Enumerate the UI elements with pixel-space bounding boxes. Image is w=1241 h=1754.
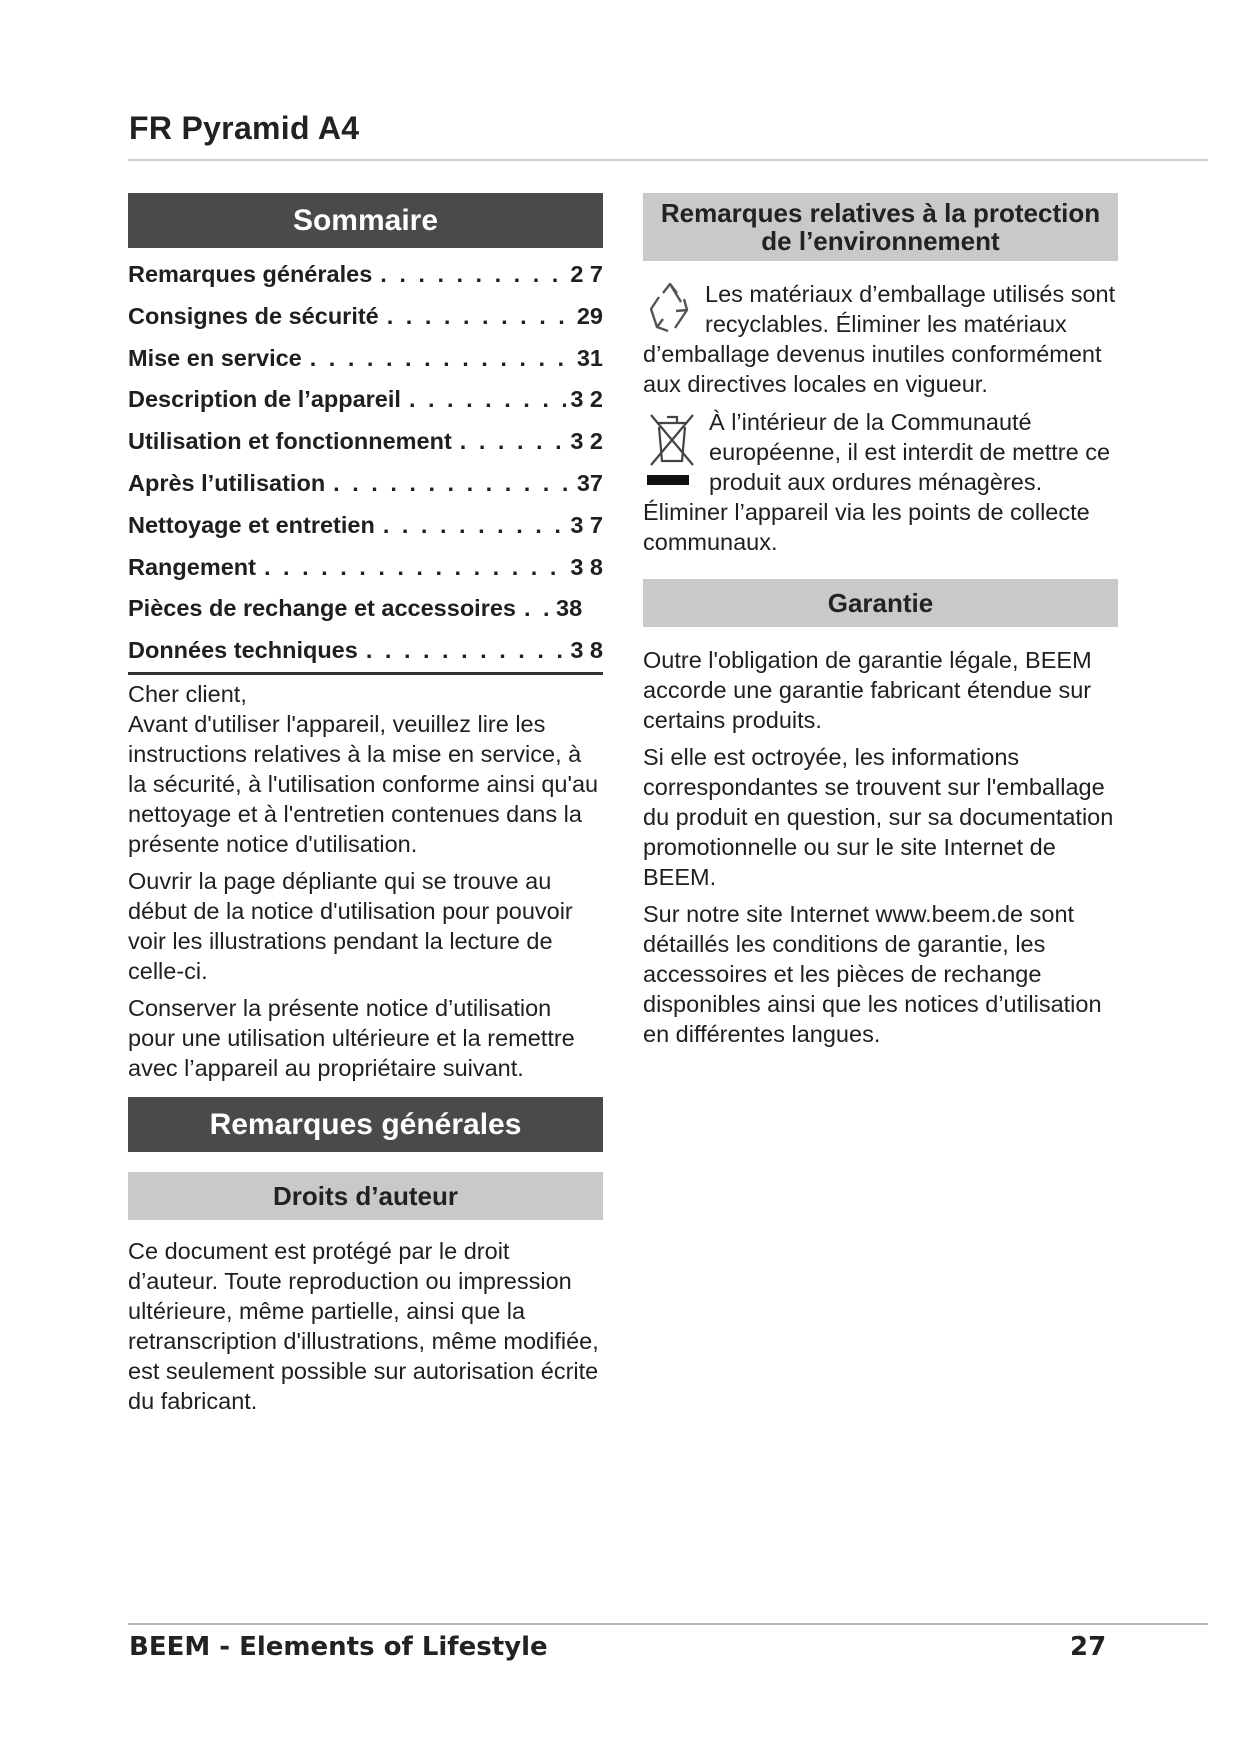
- crossed-bin-icon: [643, 407, 701, 495]
- toc-leader: [366, 630, 567, 672]
- toc-entry-title: Utilisation et fonctionnement: [128, 428, 452, 455]
- section-heading-warranty: Garantie: [643, 579, 1118, 627]
- toc-entry-title: Nettoyage et entretien: [128, 511, 375, 538]
- copyright-paragraph: Ce document est protégé par le droit d’auteur. Toute reproduction ou impression ultérieure, même partielle, ainsi que la retranscription d'illustrations, même modifiée, est seulement possible sur autorisation écrite du fabricant.: [128, 1237, 599, 1414]
- warranty-paragraph: Outre l'obligation de garantie légale, BEEM accorde une garantie fabricant étendue sur certains produits.: [643, 647, 1092, 733]
- weee-note: [643, 407, 1118, 557]
- toc-entry[interactable]: [128, 296, 603, 338]
- toc-leader: [310, 338, 573, 380]
- recycle-icon: [643, 279, 697, 339]
- toc-entry-page: 3 8: [570, 637, 603, 664]
- toc-entry-title: Mise en service: [128, 344, 302, 371]
- section-heading-general: Remarques générales: [128, 1097, 603, 1152]
- page-title: FR Pyramid A4: [129, 110, 360, 146]
- toc-entry-page: 31: [576, 344, 603, 371]
- warranty-paragraph: Sur notre site Internet www.beem.de sont détaillés les conditions de garantie, les accessoires et les pièces de rechange disponibles ainsi que les notices d’utilisation en différentes langues.: [643, 901, 1102, 1047]
- section-heading-environment: Remarques relatives à la protection de l’environnement: [643, 193, 1118, 261]
- warranty-paragraph: Si elle est octroyée, les informations correspondantes se trouvent sur l'emballage du produit en question, sur sa documentation promotionnelle ou sur le site Internet de BEEM.: [643, 744, 1114, 890]
- toc-leader: [387, 296, 573, 338]
- recycling-text: Les matériaux d’emballage utilisés sont recyclables. Éliminer les matériaux d’emballage devenus inutiles conformément aux directives locales en vigueur.: [643, 281, 1116, 397]
- toc-entry-title: Pièces de rechange et accessoires: [128, 595, 516, 622]
- toc-leader: [524, 588, 552, 630]
- toc-leader: [333, 463, 573, 505]
- toc-entry[interactable]: [128, 505, 603, 547]
- left-column: [128, 193, 603, 1416]
- toc-entry-title: Consignes de sécurité: [128, 302, 379, 329]
- toc-entry-page: 3 8: [570, 553, 603, 580]
- toc-entry-page: 38: [556, 595, 583, 622]
- toc-entry-page: 29: [576, 302, 603, 329]
- toc-entry[interactable]: [128, 588, 603, 630]
- toc-entry-title: Après l’utilisation: [128, 469, 326, 496]
- footer-brand: BEEM - Elements of Lifestyle: [129, 1632, 548, 1662]
- toc-entry[interactable]: [128, 338, 603, 380]
- intro-paragraph: Conserver la présente notice d’utilisation pour une utilisation ultérieure et la remettre avec l’appareil au propriétaire suivant.: [128, 994, 575, 1081]
- toc-entry-title: Données techniques: [128, 637, 358, 664]
- intro-paragraph: Cher client, Avant d'utiliser l'appareil, veuillez lire les instructions relatives à la mise en service, à la sécurité, à l'utilisation conforme ainsi qu'au nettoyage et à l'entretien contenues dans la présente notice d'utilisation.: [128, 680, 599, 857]
- toc-entry-page: 3 2: [570, 428, 603, 455]
- intro-paragraph: Ouvrir la page dépliante qui se trouve au début de la notice d'utilisation pour pouvoir voir les illustrations pendant la lecture de celle-ci.: [128, 867, 573, 984]
- toc-leader: [460, 421, 567, 463]
- toc-leader: [383, 505, 567, 547]
- toc-entry-title: Remarques générales: [128, 261, 373, 287]
- subsection-heading-copyright: Droits d’auteur: [128, 1172, 603, 1220]
- toc-entry[interactable]: [128, 254, 603, 296]
- toc-entry[interactable]: [128, 463, 603, 505]
- toc-entry[interactable]: [128, 630, 603, 672]
- toc-entry[interactable]: [128, 421, 603, 463]
- page-number: 27: [1070, 1632, 1107, 1662]
- header-divider: [128, 159, 1208, 161]
- recycling-note: [643, 279, 1118, 399]
- toc-leader: [380, 254, 566, 296]
- toc-heading: Sommaire: [128, 193, 603, 248]
- toc-entry[interactable]: [128, 379, 603, 421]
- weee-text: À l’intérieur de la Communauté européenne, il est interdit de mettre ce produit aux ordures ménagères. Éliminer l’appareil via les points de collecte communaux.: [643, 409, 1111, 555]
- footer-divider: [128, 1623, 1208, 1625]
- toc-leader: [264, 547, 566, 589]
- toc-entry-page: 2 7: [570, 261, 603, 287]
- toc-entry[interactable]: [128, 547, 603, 589]
- toc-entry-title: Description de l’appareil: [128, 386, 401, 413]
- toc-entry-page: 37: [576, 469, 603, 496]
- toc-entry-page: 3 7: [570, 511, 603, 538]
- table-of-contents: [128, 254, 603, 675]
- toc-entry-title: Rangement: [128, 553, 256, 580]
- toc-entry-page: 3 2: [570, 386, 603, 413]
- toc-leader: [409, 379, 566, 421]
- right-column: [643, 193, 1118, 1049]
